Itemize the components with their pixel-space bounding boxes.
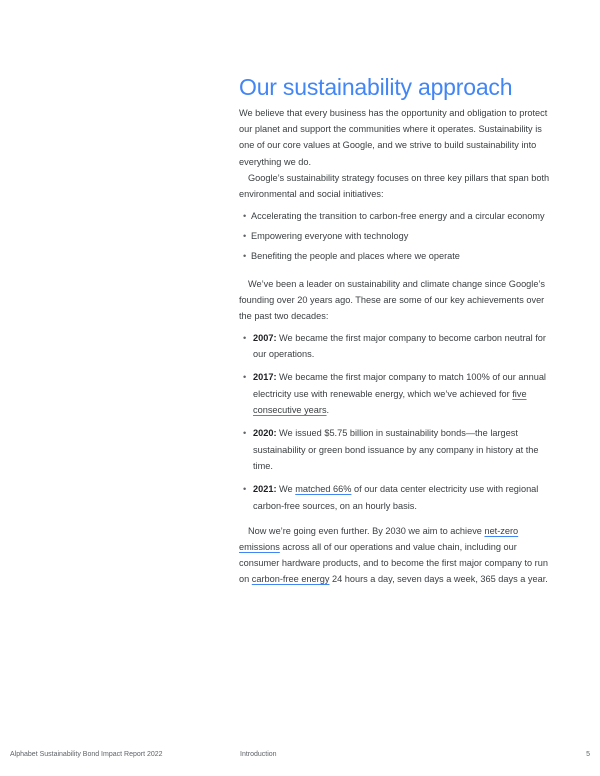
bullet-icon: •: [243, 372, 247, 383]
footer-section: Introduction: [240, 751, 277, 758]
achievement-text-end: of our data center electricity use with regional carbon-free sources, on an hourly basis.: [253, 484, 539, 511]
pillar-item: [239, 228, 557, 244]
achievement-text: We became the first major company to match 100% of our annual electricity use with renewable energy, which we’ve achieved for: [253, 372, 546, 399]
page-title: Our sustainability approach: [239, 74, 513, 100]
bullet-icon: •: [243, 211, 247, 222]
achievements-list: [239, 330, 557, 514]
closing-paragraph: [239, 523, 557, 588]
matched-66-link[interactable]: matched 66%: [295, 484, 352, 495]
footer-page-number: 5: [586, 751, 590, 758]
achievement-year: 2021:: [253, 484, 277, 495]
pillars-list: [239, 208, 557, 264]
five-consecutive-years-link[interactable]: five consecutive years: [253, 388, 527, 415]
achievement-year: 2020:: [253, 428, 277, 439]
pillar-item: [239, 248, 557, 264]
achievement-text: We: [276, 484, 296, 495]
achievement-item: [239, 369, 557, 418]
achievement-text-end: .: [326, 404, 330, 415]
achievement-item: [239, 481, 557, 513]
achievement-text: We issued $5.75 billion in sustainability bonds—the largest sustainability or green bond issuance by any company in history at the time.: [253, 428, 539, 471]
pillar-item: [239, 208, 557, 224]
achievement-year: 2007:: [253, 332, 277, 343]
footer-report-title: Alphabet Sustainability Bond Impact Report 2022: [10, 751, 163, 758]
net-zero-emissions-link[interactable]: net-zero emissions: [239, 525, 519, 553]
carbon-free-energy-link[interactable]: carbon-free energy: [251, 574, 330, 585]
achievement-item: [239, 330, 557, 362]
achievement-year: 2017:: [253, 372, 277, 383]
achievement-item: [239, 425, 557, 474]
bullet-icon: •: [243, 250, 247, 261]
closing-text-2: across all of our operations and value chain, including our consumer hardware products, and to become the first major company to run on: [239, 542, 548, 585]
pillar-text: Accelerating the transition to carbon-free energy and a circular economy: [251, 211, 545, 222]
pillar-text: Empowering everyone with technology: [251, 231, 409, 242]
closing-text-3: 24 hours a day, seven days a week, 365 days a year.: [329, 574, 548, 585]
intro-paragraph-1: We believe that every business has the opportunity and obligation to protect our planet and support the communities where it operates. Sustainability is one of our core values at Google, and we strive to build sustainability into everything we do.: [239, 108, 548, 167]
intro-paragraph-2: Google’s sustainability strategy focuses on three key pillars that span both environmental and social initiatives:: [239, 172, 550, 200]
bullet-icon: •: [243, 231, 247, 242]
bullet-icon: •: [243, 428, 247, 439]
leader-paragraph: We’ve been a leader on sustainability and climate change since Google’s founding over 20 years ago. These are some of our key achievements over the past two decades:: [239, 279, 545, 322]
main-content: [239, 74, 557, 588]
bullet-icon: •: [243, 484, 247, 495]
pillar-text: Benefiting the people and places where we operate: [251, 250, 460, 261]
achievement-text: We became the first major company to become carbon neutral for our operations.: [253, 332, 546, 359]
bullet-icon: •: [243, 332, 247, 343]
closing-text-1: Now we’re going even further. By 2030 we aim to achieve: [248, 525, 485, 536]
